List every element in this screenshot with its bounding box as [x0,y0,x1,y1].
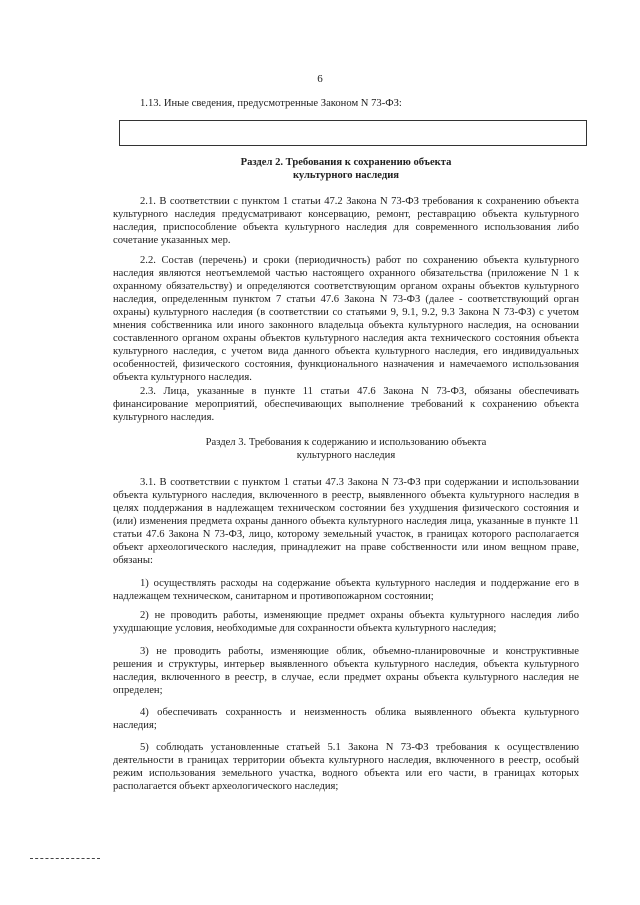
paragraph-3-1: 3.1. В соответствии с пунктом 1 статьи 47.3 Закона N 73-ФЗ при содержании и использовании объекта культурного наследия, включенного в реестр, выявленного объекта культурного наследия в целях поддержания в надлежащем техническом состоянии без ухудшения физического состояния и (или) изменения предмета охраны данного объекта культурного наследия лица, указанные в пункте 11 статьи 47.6 Закона N 73-ФЗ, лицо, которому земельный участок, в границах которого располагается объект археологического наследия, принадлежит на праве собственности или ином вещном праве, обязаны: [113,477,579,566]
empty-info-box [119,120,587,146]
section-3-title-line2: культурного наследия [296,450,396,461]
list-item-5: 5) соблюдать установленные статьей 5.1 Закона N 73-ФЗ требования к осуществлению деятельности в границах территории объекта культурного наследия, включенного в реестр, особый режим использования земельного участка, водного объекта или его части, в границах которых располагается объект археологического наследия; [113,742,579,792]
item-1-13: 1.13. Иные сведения, предусмотренные Законом N 73-ФЗ: [140,98,402,109]
section-2-title-line2: культурного наследия [292,170,400,181]
paragraph-2-3: 2.3. Лица, указанные в пункте 11 статьи 47.6 Закона N 73-ФЗ, обязаны обеспечивать финансирование мероприятий, обеспечивающих выполнение требований к сохранению объекта культурного наследия. [113,386,579,423]
paragraph-2-1: 2.1. В соответствии с пунктом 1 статьи 47.2 Закона N 73-ФЗ требования к сохранению объекта культурного наследия предусматривают консервацию, ремонт, реставрацию объекта культурного наследия, приспособление объекта культурного наследия для современного использования либо сочетание указанных мер. [113,196,579,246]
list-item-3: 3) не проводить работы, изменяющие облик, объемно-планировочные и конструктивные решения и структуры, интерьер выявленного объекта культурного наследия, объекта культурного наследия, включенного в реестр, в случае, если предмет охраны объекта культурного наследия не определен; [113,646,579,696]
section-2-title [113,156,579,182]
list-item-4: 4) обеспечивать сохранность и неизменность облика выявленного объекта культурного наследия; [113,707,579,731]
section-3-title-line1: Раздел 3. Требования к содержанию и использованию объекта [205,437,487,448]
footnote-divider [30,858,100,859]
list-item-2: 2) не проводить работы, изменяющие предмет охраны объекта культурного наследия либо ухудшающие условия, необходимые для сохранности объекта культурного наследия; [113,610,579,634]
section-3-title [113,436,579,462]
list-item-1: 1) осуществлять расходы на содержание объекта культурного наследия и поддержание его в надлежащем техническом, санитарном и противопожарном состоянии; [113,578,579,602]
section-2-title-line1: Раздел 2. Требования к сохранению объекта [240,157,452,168]
page-number: 6 [317,73,323,85]
paragraph-2-2: 2.2. Состав (перечень) и сроки (периодичность) работ по сохранению объекта культурного наследия являются неотъемлемой частью настоящего охранного обязательства (приложение N 1 к охранному обязательству) и определяются соответствующим органом охраны объектов культурного наследия, определенным пунктом 7 статьи 47.6 Закона N 73-ФЗ (далее - соответствующий орган охраны) культурного наследия (в соответствии со статьями 9, 9.1, 9.2, 9.3 Закона N 73-ФЗ) с учетом мнения собственника или иного законного владельца объекта культурного наследия, на основании составленного органом охраны объектов культурного наследия акта технического состояния объекта культурного наследия, с учетом вида данного объекта культурного наследия, его индивидуальных особенностей, физического состояния, функционального назначения и намечаемого использования объекта культурного наследия. [113,255,579,383]
